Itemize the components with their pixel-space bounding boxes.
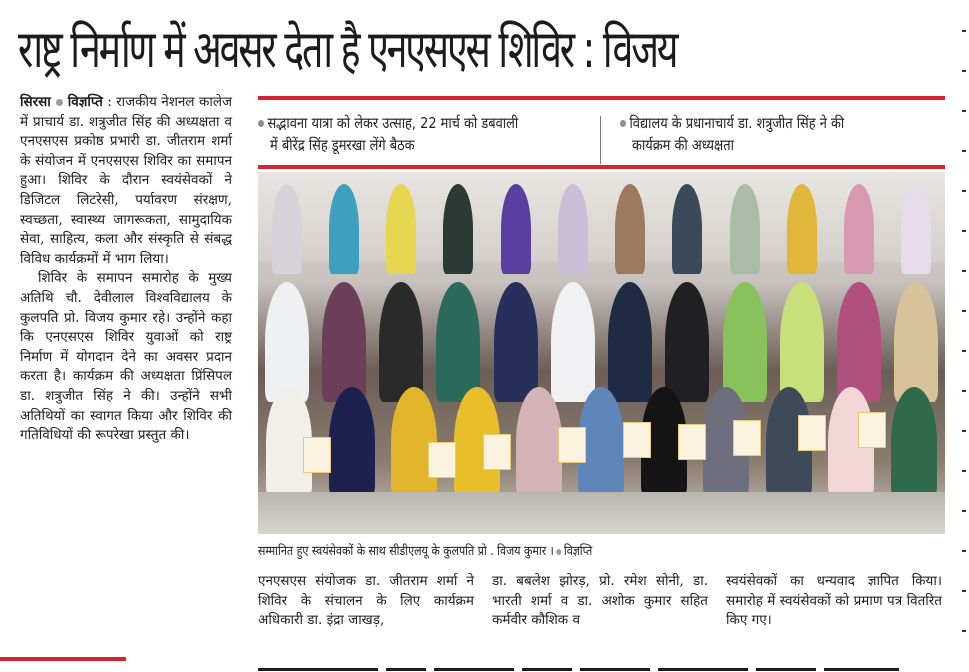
paragraph-2: शिविर के समापन समारोह के मुख्य अतिथि चौ. देवीलाल विश्वविद्यालय के कुलपति प्रो. विजय कुमार रहे। उन्होंने कहा कि एनएसएस शिविर युवाओं को राष्ट्र निर्माण में योगदान देने का अवसर प्रदान करता है। कार्यक्रम की अध्यक्षता प्रिंसिपल डा. शत्रुजीत सिंह ने की। उन्होंने सभी अतिथियों का स्वागत किया और शिविर की गतिविधियों की रूपरेखा प्रस्तुत की। bbox=[20, 270, 232, 444]
photo-middle-row bbox=[258, 282, 945, 402]
adjacent-column-edge bbox=[958, 0, 969, 672]
certificate bbox=[678, 424, 706, 460]
bottom-column-3: स्वयंसेवकों का धन्यवाद ज्ञापित किया। समारोह में स्वयंसेवकों को प्रमाण पत्र वितरित किए गए। bbox=[726, 573, 942, 629]
highlight-text-line: में बीरेंद्र सिंह डूमरखा लेंगे बैठक bbox=[270, 136, 415, 154]
dateline-place: सिरसा bbox=[20, 94, 51, 110]
certificate bbox=[798, 415, 826, 451]
photo-front-row bbox=[258, 387, 945, 497]
dateline-separator: : bbox=[107, 94, 112, 110]
article-headline: राष्ट्र निर्माण में अवसर देता है एनएसएस शिविर : विजय bbox=[18, 20, 677, 80]
highlight-item bbox=[620, 112, 844, 156]
highlight-text-line: कार्यक्रम की अध्यक्षता bbox=[632, 136, 734, 154]
highlight-item bbox=[258, 112, 518, 156]
bottom-column-2: डा. बबलेश झोरड़, प्रो. रमेश सोनी, डा. भारती शर्मा व डा. अशोक कुमार सहित कर्मवीर कौशिक व bbox=[492, 573, 708, 629]
certificate bbox=[428, 442, 456, 478]
bottom-red-rule bbox=[0, 657, 126, 661]
certificate bbox=[303, 437, 331, 473]
caption-text: सम्मानित हुए स्वयंसेवकों के साथ सीडीएलयू के कुलपति प्रो . विजय कुमार । bbox=[258, 544, 554, 559]
certificate bbox=[623, 422, 651, 458]
highlight-text-line: सद्भावना यात्रा को लेकर उत्साह, 22 मार्च को डबवाली bbox=[267, 114, 519, 132]
highlight-divider bbox=[600, 116, 601, 164]
group-photo bbox=[258, 172, 945, 534]
bullet-icon bbox=[258, 120, 264, 127]
photo-top-red-rule bbox=[258, 165, 945, 169]
caption-credit: विज्ञप्ति bbox=[563, 544, 593, 559]
bullet-icon bbox=[620, 120, 626, 127]
next-article-headline-cropped bbox=[258, 652, 958, 672]
certificate bbox=[483, 434, 511, 470]
left-column-body bbox=[20, 93, 232, 446]
bottom-column-1: एनएसएस संयोजक डा. जीतराम शर्मा ने शिविर के संचालन के लिए कार्यक्रम अधिकारी डा. इंद्रा जाखड़, bbox=[258, 573, 474, 629]
paragraph-1: राजकीय नेशनल कालेज में प्राचार्य डा. शत्रुजीत सिंह की अध्यक्षता व एनएसएस प्रकोष्ठ प्रभारी डा. जीतराम शर्मा के संयोजन में एनएसएस शिविर का समापन हुआ। शिविर के दौरान स्वयंसेवकों ने डिजिटल लिटरेसी, पर्यावरण संरक्षण, स्वच्छता, स्वास्थ्य जागरूकता, सामुदायिक सेवा, साहित्य, कला और संस्कृति से संबद्ध विविध कार्यक्रमों में भाग लिया। bbox=[20, 94, 232, 267]
certificate bbox=[858, 412, 886, 448]
photo-back-row bbox=[258, 184, 945, 274]
dateline-source: विज्ञप्ति bbox=[67, 94, 103, 110]
highlight-text-line: विद्यालय के प्रधानाचार्य डा. शत्रुजीत सिंह ने की bbox=[629, 114, 845, 132]
certificate bbox=[733, 420, 761, 456]
photo-floor bbox=[258, 492, 945, 534]
certificate bbox=[558, 427, 586, 463]
bullet-icon bbox=[556, 549, 561, 555]
photo-caption bbox=[258, 543, 838, 561]
bullet-icon bbox=[56, 99, 63, 106]
highlights-box bbox=[258, 104, 944, 164]
top-red-rule bbox=[258, 96, 945, 100]
